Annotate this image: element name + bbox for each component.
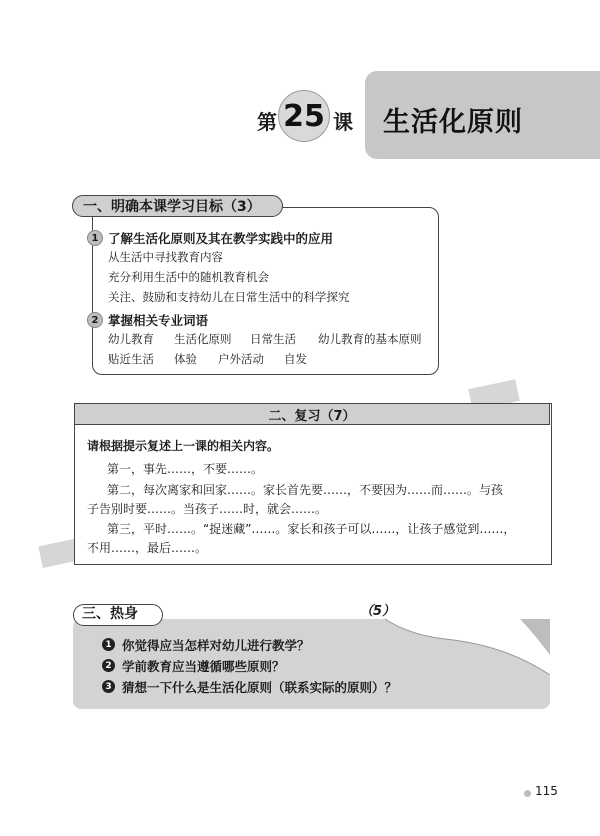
review-paragraph: 子告别时要……。当孩子……时，就会……。 (87, 502, 328, 516)
goals-heading: 一、明确本课学习目标（3） (72, 195, 283, 217)
goal-title-2: 掌握相关专业词语 (108, 313, 209, 328)
term: 体验 (174, 352, 197, 366)
goal-item: 充分利用生活中的随机教育机会 (108, 270, 269, 284)
goal-item: 从生活中寻找教育内容 (108, 250, 223, 264)
lesson-suffix: 课 (333, 110, 353, 134)
term: 生活化原则 (174, 332, 232, 346)
question-text: 你觉得应当怎样对幼儿进行教学？ (122, 638, 310, 653)
page-curl-graphic (385, 605, 550, 675)
warmup-code: （5） (360, 604, 396, 619)
question-text: 学前教育应当遵循哪些原则？ (122, 659, 285, 674)
question-number: 1 (102, 638, 115, 651)
goal-number-1: 1 (87, 230, 103, 246)
term: 幼儿教育的基本原则 (318, 332, 422, 346)
review-heading: 二、复习（7） (74, 403, 550, 425)
term: 户外活动 (218, 352, 264, 366)
page-number: 115 (535, 784, 558, 798)
review-paragraph: 第二，每次离家和回家……。家长首先要……，不要因为……而……。与孩 (107, 483, 504, 497)
review-paragraph: 不用……，最后……。 (87, 541, 208, 555)
goal-number-2: 2 (87, 312, 103, 328)
page-title: 生活化原则 (383, 107, 523, 138)
review-paragraph: 第一，事先……，不要……。 (107, 462, 264, 476)
question-text: 猜想一下什么是生活化原则（联系实际的原则）？ (122, 680, 398, 695)
question-number: 2 (102, 659, 115, 672)
goal-item: 关注、鼓励和支持幼儿在日常生活中的科学探究 (108, 290, 350, 304)
term: 自发 (284, 352, 307, 366)
review-instruction: 请根据提示复述上一课的相关内容。 (87, 439, 280, 453)
question-number: 3 (102, 680, 115, 693)
page-number-dot (524, 790, 531, 797)
term: 日常生活 (250, 332, 296, 346)
lesson-number-badge: 25 (278, 90, 330, 142)
goal-title-1: 了解生活化原则及其在教学实践中的应用 (108, 231, 334, 246)
term: 幼儿教育 (108, 332, 154, 346)
review-paragraph: 第三，平时……。“捉迷藏”……。家长和孩子可以……，让孩子感觉到……， (107, 522, 516, 536)
warmup-heading: 三、热身 (73, 604, 163, 626)
term: 贴近生活 (108, 352, 154, 366)
lesson-prefix: 第 (257, 110, 277, 134)
